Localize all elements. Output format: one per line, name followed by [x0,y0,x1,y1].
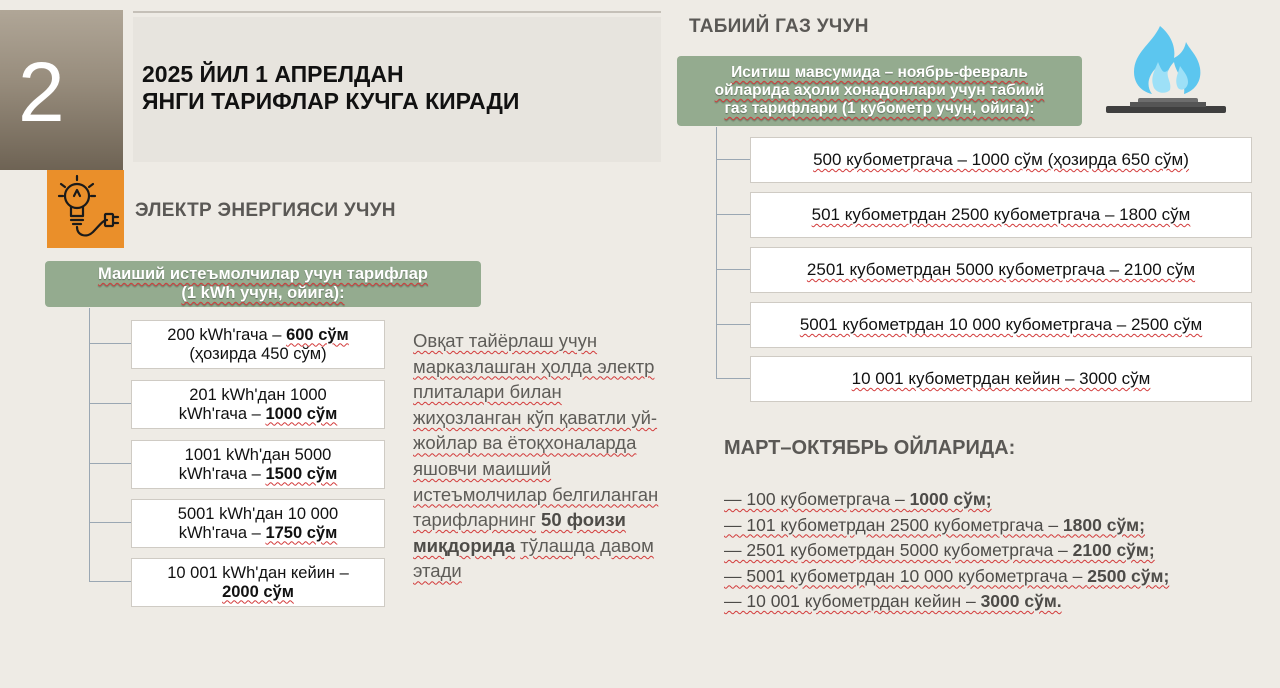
item-text: — 10 001 кубометрдан кейин – [724,591,981,611]
gas-tree-branch [716,159,750,160]
list-item [724,513,1169,539]
note-bold: 50 фоизи миқдорида [413,509,626,556]
item-price: 1000 сўм; [909,489,992,509]
item-price: 2500 сўм; [1087,565,1170,586]
title-box [133,17,661,162]
gas-header-line-3: газ тарифлари (1 кубометр учун, ойига): [724,100,1035,117]
tier-text: kWh'гача – [178,523,266,542]
tier-price: 2000 сўм [222,582,294,601]
item-price: 2100 сўм; [1072,540,1155,560]
item-text: — 5001 кубометрдан 10 000 кубометргача – [724,565,1088,586]
electricity-header-line-2: (1 kWh учун, ойига): [181,284,345,302]
gas-tree-trunk [716,127,717,378]
tier-text: 10 001 кубометрдан кейин – 3000 сўм [851,369,1151,388]
gas-tier-4 [750,302,1252,348]
slide-number: 2 [18,45,65,139]
electricity-tree-branch [89,581,131,582]
gas-header-line-1: Иситиш мавсумида – ноябрь-февраль [731,64,1028,81]
offseason-title: МАРТ–ОКТЯБРЬ ОЙЛАРИДА: [724,437,1016,459]
tier-price: 1500 сўм [265,464,338,483]
gas-tree-branch [716,378,750,379]
gas-tier-1 [750,137,1252,183]
tier-text: 200 kWh'гача – [167,325,287,344]
gas-tree-branch [716,269,750,270]
page-title [142,61,519,115]
electricity-tree-branch [89,343,131,344]
tier-text: 2501 кубометрдан 5000 кубометргача – 2100 сўм [806,260,1196,279]
tier-text: 5001 kWh'дан 10 000 [177,504,339,523]
gas-burner-flame-icon [1100,22,1230,117]
slide-number-tile [0,10,123,170]
tier-text: (ҳозирда 450 сўм) [189,344,327,363]
gas-header-line-2: ойларида аҳоли хонадонлари учун табиий [714,82,1045,99]
tier-text: 5001 кубометрдан 10 000 кубометргача – 2500 сўм [799,315,1203,334]
title-line-1: 2025 ЙИЛ 1 АПРЕЛДАН [142,61,404,87]
gas-tree-branch [716,214,750,215]
gas-tree-branch [716,324,750,325]
electricity-tree-branch [89,403,131,404]
tier-text: 1001 kWh'дан 5000 [184,445,332,464]
tier-text: 500 кубометргача – 1000 сўм (ҳозирда 650 сўм) [813,150,1189,169]
note-suffix: тўлашда давом этади [413,534,654,582]
electricity-tier-5 [131,558,385,607]
electricity-tier-1 [131,320,385,369]
item-text: — 101 кубометрдан 2500 кубометргача – [724,514,1063,535]
list-item [724,487,1169,513]
list-item [724,564,1169,590]
gas-tariff-header [677,56,1082,126]
electric-stove-note [413,328,663,584]
tier-text: kWh'гача – [178,404,266,423]
list-item [724,589,1169,615]
list-item [724,538,1169,564]
electricity-tree-trunk [89,308,90,582]
tier-text: kWh'гача – [178,464,266,483]
electricity-tier-2 [131,380,385,429]
gas-tier-3 [750,247,1252,293]
tier-text: 10 001 kWh'дан кейин – [167,563,349,582]
lightbulb-plug-icon [47,170,124,248]
electricity-tier-4 [131,499,385,548]
tier-text: 201 kWh'дан 1000 [189,385,327,404]
tier-text: 501 кубометрдан 2500 кубометргача – 1800 сўм [811,205,1191,224]
gas-section-title: ТАБИИЙ ГАЗ УЧУН [689,16,869,37]
offseason-list [724,487,1169,615]
title-top-rule [133,11,661,13]
electricity-header-line-1: Маиший истеъмолчилар учун тарифлар [98,265,428,283]
item-text: — 100 кубометргача – [724,489,910,509]
electricity-tariff-header [45,261,481,307]
gas-tier-2 [750,192,1252,238]
title-line-2: ЯНГИ ТАРИФЛАР КУЧГА КИРАДИ [142,88,520,114]
electricity-section-title: ЭЛЕКТР ЭНЕРГИЯСИ УЧУН [135,200,396,221]
item-price: 3000 сўм. [980,591,1062,611]
electricity-tier-3 [131,440,385,489]
item-price: 1800 сўм; [1062,514,1145,535]
electricity-tree-branch [89,522,131,523]
item-text: — 2501 кубометрдан 5000 кубометргача – [724,540,1073,560]
tier-price: 1000 сўм [265,404,338,423]
tier-price: 600 сўм [286,325,349,344]
tier-price: 1750 сўм [265,523,338,542]
electricity-tree-branch [89,463,131,464]
note-prefix: Овқат тайёрлаш учун марказлашган ҳолда электр плиталари билан жиҳозланган кўп қаватли уй-жойлар ва ётоқхоналарда яшовчи маиший истеъмолчилар белгиланган тарифларнинг [413,330,659,531]
gas-tier-5 [750,356,1252,402]
